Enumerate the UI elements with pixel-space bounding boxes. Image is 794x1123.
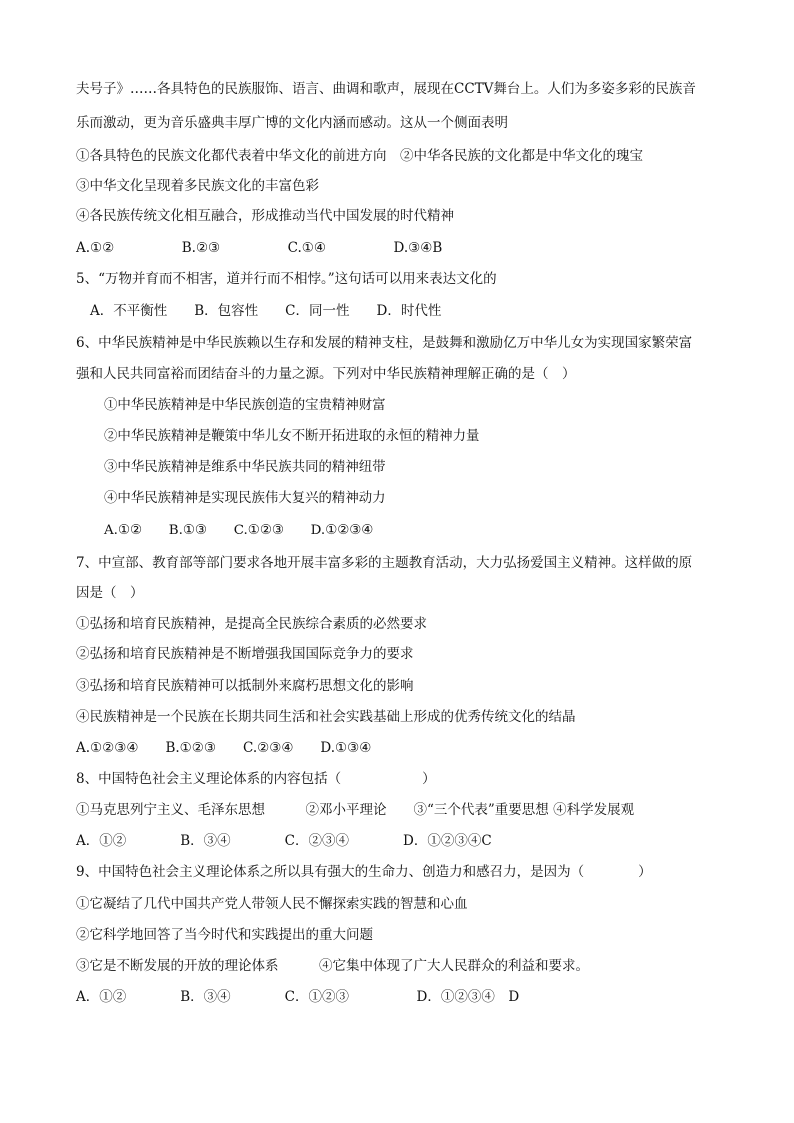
q6-statement-2: ②中华民族精神是鞭策中华儿女不断开拓进取的永恒的精神力量 xyxy=(104,429,480,444)
q6-statement-4: ④中华民族精神是实现民族伟大复兴的精神动力 xyxy=(104,491,386,506)
q7-statement-4: ④民族精神是一个民族在长期共同生活和社会实践基础上形成的优秀传统文化的结晶 xyxy=(76,709,576,725)
q7-stem-line-1: 7、中宣部、教育部等部门要求各地开展丰富多彩的主题教育活动，大力弘扬爱国主义精神。这样做的原 xyxy=(76,555,693,571)
q6-statement-3: ③中华民族精神是维系中华民族共同的精神纽带 xyxy=(104,460,386,475)
q8-statements: ①马克思列宁主义、毛泽东思想 ②邓小平理论 ③“三个代表”重要思想 ④科学发展观 xyxy=(76,802,635,818)
q7-options: A.①②③④ B.①②③ C.②③④ D.①③④ xyxy=(76,740,372,756)
q7-stem-line-2: 因是（ ） xyxy=(76,585,144,601)
q4-stem-line-1: 夫号子》……各具特色的民族服饰、语言、曲调和歌声，展现在CCTV舞台上。人们为多姿多彩的民族音 xyxy=(76,81,696,97)
q4-statement-4: ④各民族传统文化相互融合，形成推动当代中国发展的时代精神 xyxy=(76,208,454,224)
q4-stem-line-2: 乐而激动，更为音乐盛典丰厚广博的文化内涵而感动。这从一个侧面表明 xyxy=(76,115,508,131)
q4-statement-3: ③中华文化呈现着多民族文化的丰富色彩 xyxy=(76,178,319,194)
q7-statement-2: ②弘扬和培育民族精神是不断增强我国国际竞争力的要求 xyxy=(76,646,414,662)
q9-options: A．①② B．③④ C．①②③ D．①②③④ D xyxy=(76,989,520,1005)
q7-statement-1: ①弘扬和培育民族精神，是提高全民族综合素质的必然要求 xyxy=(76,616,427,632)
q5-options: A．不平衡性 B．包容性 C．同一性 D．时代性 xyxy=(90,303,442,319)
q9-stem: 9、中国特色社会主义理论体系之所以具有强大的生命力、创造力和感召力，是因为（ ） xyxy=(76,864,652,880)
q5-stem: 5、“万物并育而不相害，道并行而不相悖。”这句话可以用来表达文化的 xyxy=(76,271,497,287)
q8-options: A．①② B．③④ C．②③④ D．①②③④C xyxy=(76,833,492,849)
q4-options: A.①② B.②③ C.①④ D.③④B xyxy=(76,240,443,256)
q6-statement-1: ①中华民族精神是中华民族创造的宝贵精神财富 xyxy=(104,398,386,413)
q6-stem-line-2: 强和人民共同富裕而团结奋斗的力量之源。下列对中华民族精神理解正确的是（ ） xyxy=(76,366,576,382)
q7-statement-3: ③弘扬和培育民族精神可以抵制外来腐朽思想文化的影响 xyxy=(76,678,414,694)
q9-statement-3-4: ③它是不断发展的开放的理论体系 ④它集中体现了广大人民群众的利益和要求。 xyxy=(76,958,589,974)
q6-options: A.①② B.①③ C.①②③ D.①②③④ xyxy=(104,523,374,538)
q4-statement-1-2: ①各具特色的民族文化都代表着中华文化的前进方向 ②中华各民族的文化都是中华文化的瑰宝 xyxy=(76,148,643,164)
q6-stem-line-1: 6、中华民族精神是中华民族赖以生存和发展的精神支柱，是鼓舞和激励亿万中华儿女为实现国家繁荣富 xyxy=(76,335,693,351)
q9-statement-1: ①它凝结了几代中国共产党人带领人民不懈探索实践的智慧和心血 xyxy=(76,896,468,912)
q8-stem: 8、中国特色社会主义理论体系的内容包括（ ） xyxy=(76,771,436,787)
q9-statement-2: ②它科学地回答了当今时代和实践提出的重大问题 xyxy=(76,927,373,943)
